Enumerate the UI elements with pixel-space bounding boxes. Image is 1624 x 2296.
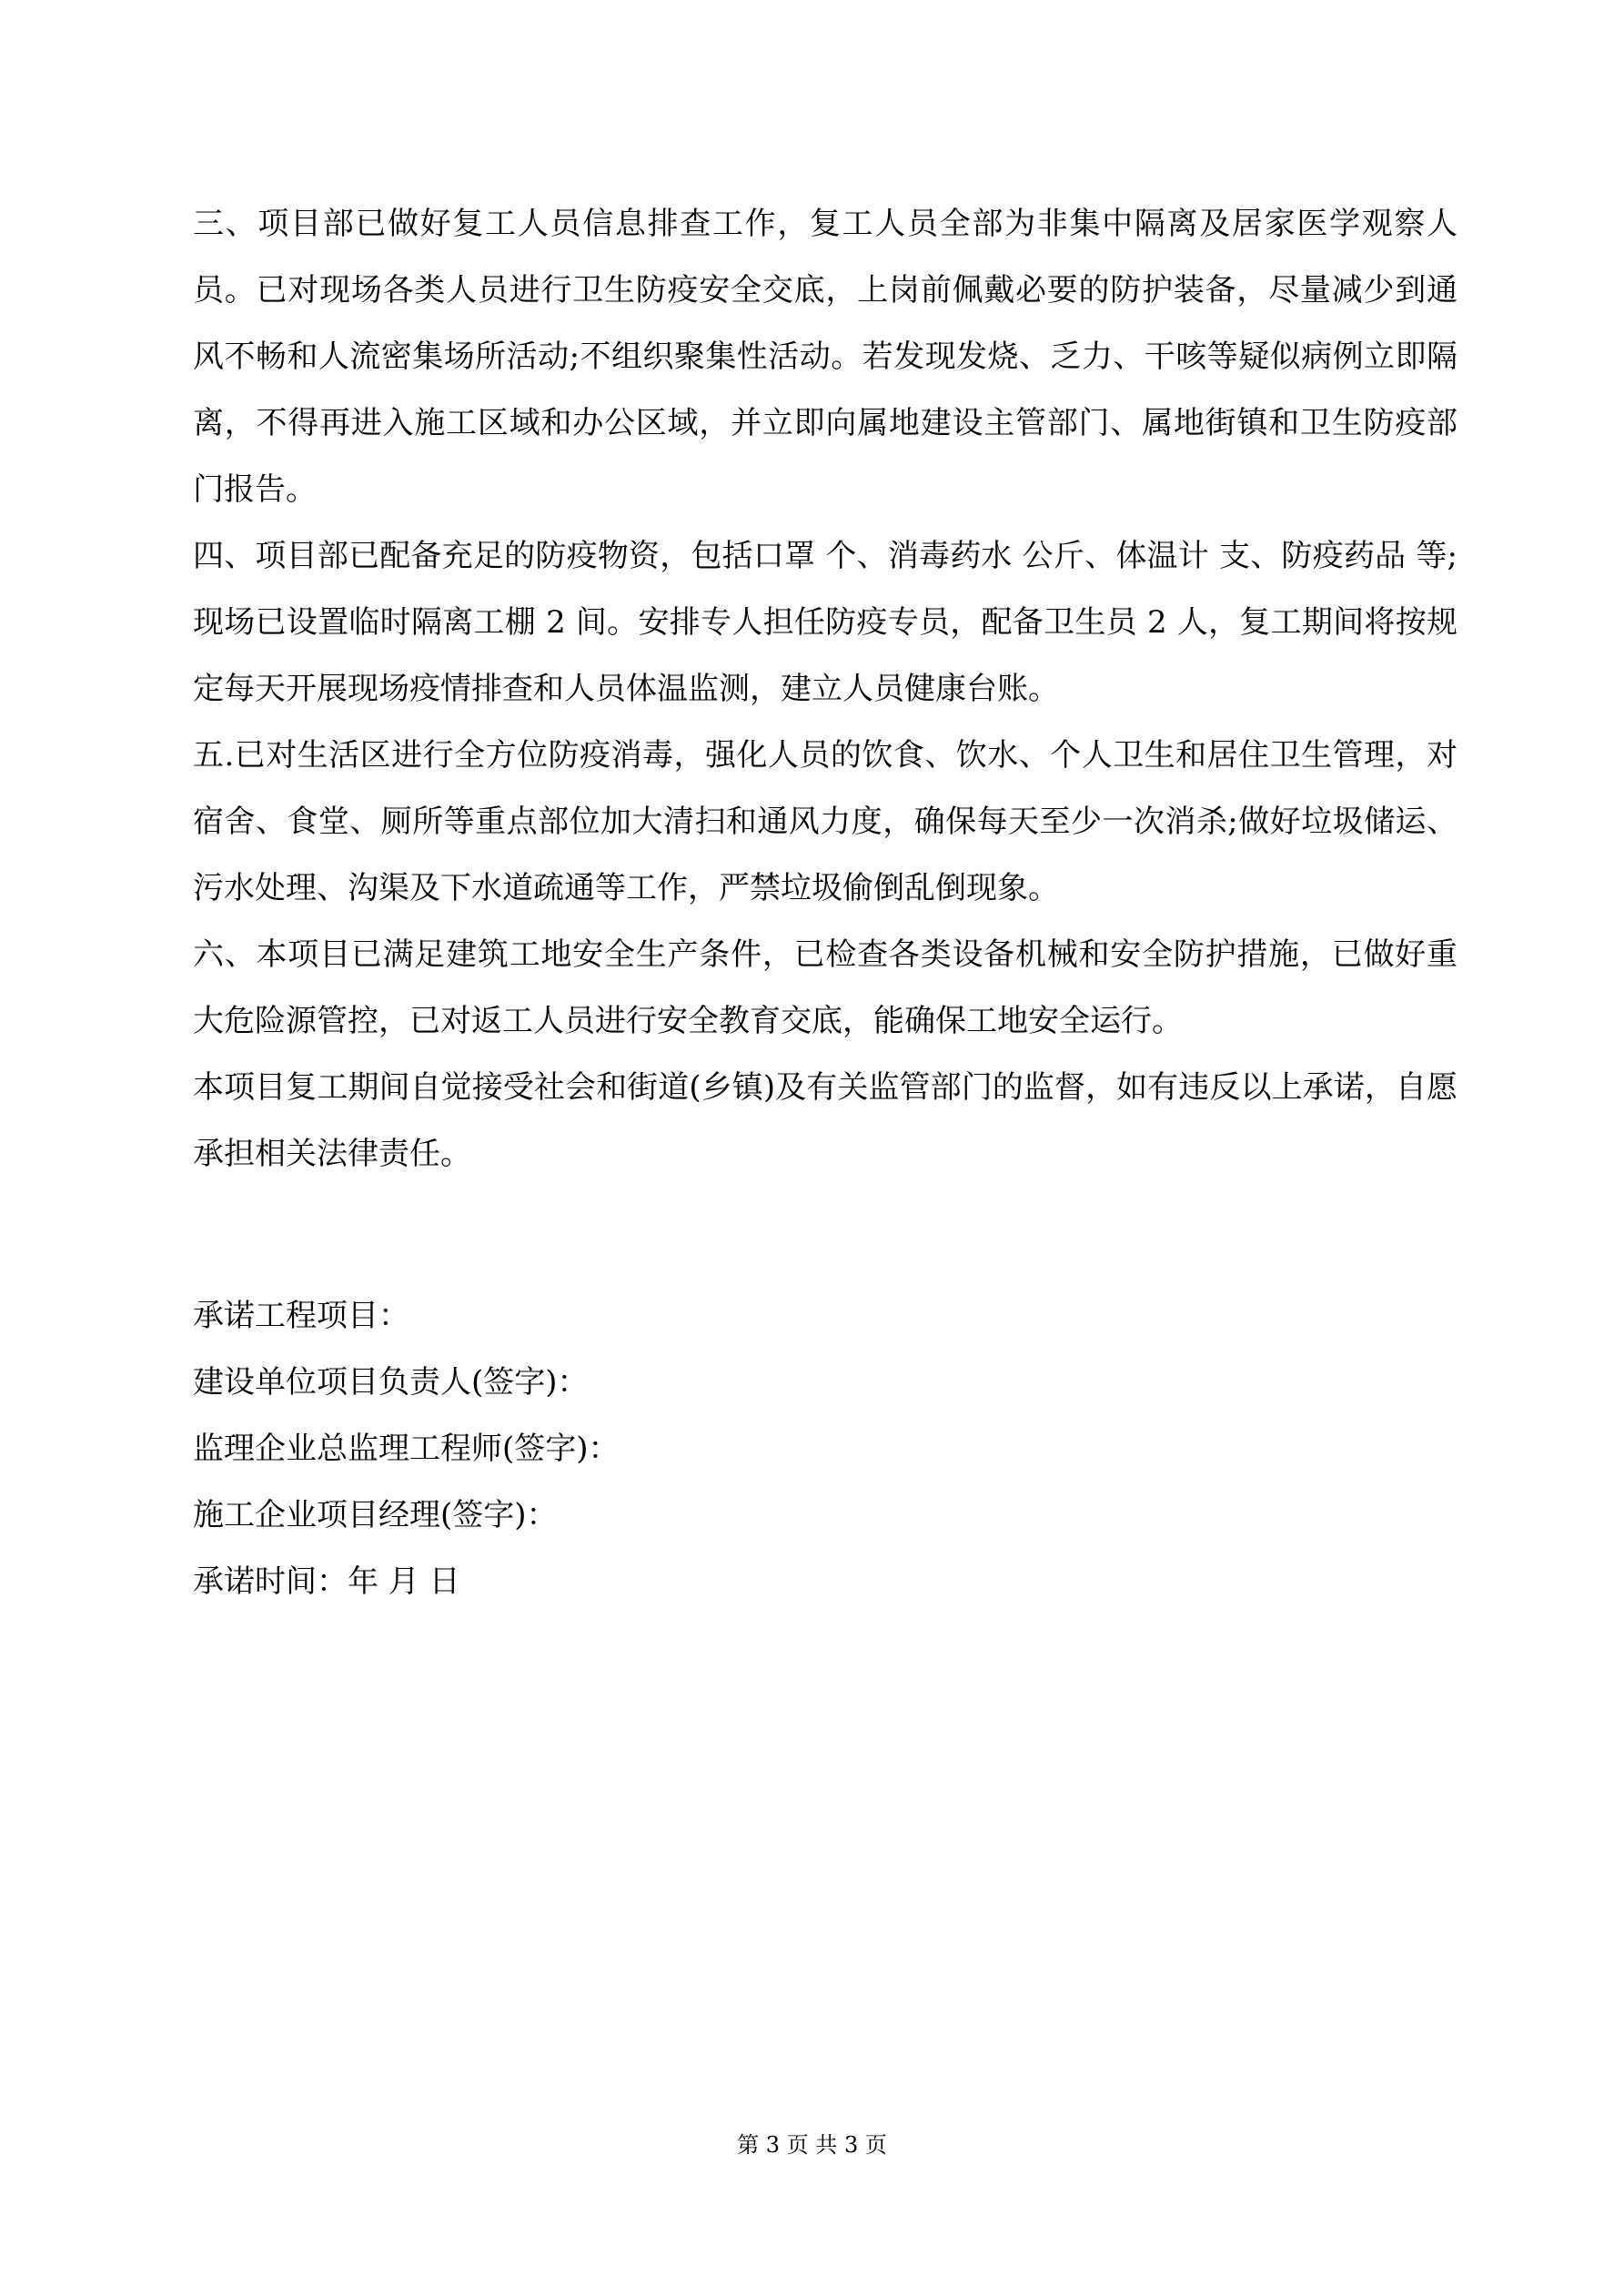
signature-block (193, 1283, 1458, 1615)
paragraph-six-safety-conditions: 六、本项目已满足建筑工地安全生产条件，已检查各类设备机械和安全防护措施，已做好重大危险源管控，已对返工人员进行安全教育交底，能确保工地安全运行。 (193, 936, 1458, 1039)
page-number-footer: 第 3 页 共 3 页 (737, 2132, 887, 2158)
sign-contractor-line: 施工企业项目经理(签字)： (193, 1497, 558, 1533)
sign-project-line: 承诺工程项目： (193, 1298, 409, 1334)
paragraph-five-living-area-disinfection: 五.已对生活区进行全方位防疫消毒，强化人员的饮食、饮水、个人卫生和居住卫生管理，对宿舍、食堂、厕所等重点部位加大清扫和通风力度，确保每天至少一次消杀;做好垃圾储运、污水处理、沟渠及下水道疏通等工作，严禁垃圾偷倒乱倒现象。 (193, 737, 1458, 906)
commitment-body (193, 191, 1458, 1188)
sign-supervisor-line: 监理企业总监理工程师(签字)： (193, 1431, 620, 1467)
sign-builder-line: 建设单位项目负责人(签字)： (193, 1364, 589, 1401)
sign-date-line: 承诺时间：年 月 日 (193, 1563, 460, 1600)
paragraph-three-personnel-screening: 三、项目部已做好复工人员信息排查工作，复工人员全部为非集中隔离及居家医学观察人员。已对现场各类人员进行卫生防疫安全交底，上岗前佩戴必要的防护装备，尽量减少到通风不畅和人流密集场所活动;不组织聚集性活动。若发现发烧、乏力、干咳等疑似病例立即隔离，不得再进入施工区域和办公区域，并立即向属地建设主管部门、属地街镇和卫生防疫部门报告。 (193, 206, 1458, 508)
paragraph-supervision-commitment: 本项目复工期间自觉接受社会和街道(乡镇)及有关监管部门的监督，如有违反以上承诺，自愿承担相关法律责任。 (193, 1069, 1458, 1172)
paragraph-four-epidemic-supplies: 四、项目部已配备充足的防疫物资，包括口罩 个、消毒药水 公斤、体温计 支、防疫药品 等;现场已设置临时隔离工棚 2 间。安排专人担任防疫专员，配备卫生员 2 人，复工期间将按规定每天开展现场疫情排查和人员体温监测，建立人员健康台账。 (193, 538, 1458, 707)
